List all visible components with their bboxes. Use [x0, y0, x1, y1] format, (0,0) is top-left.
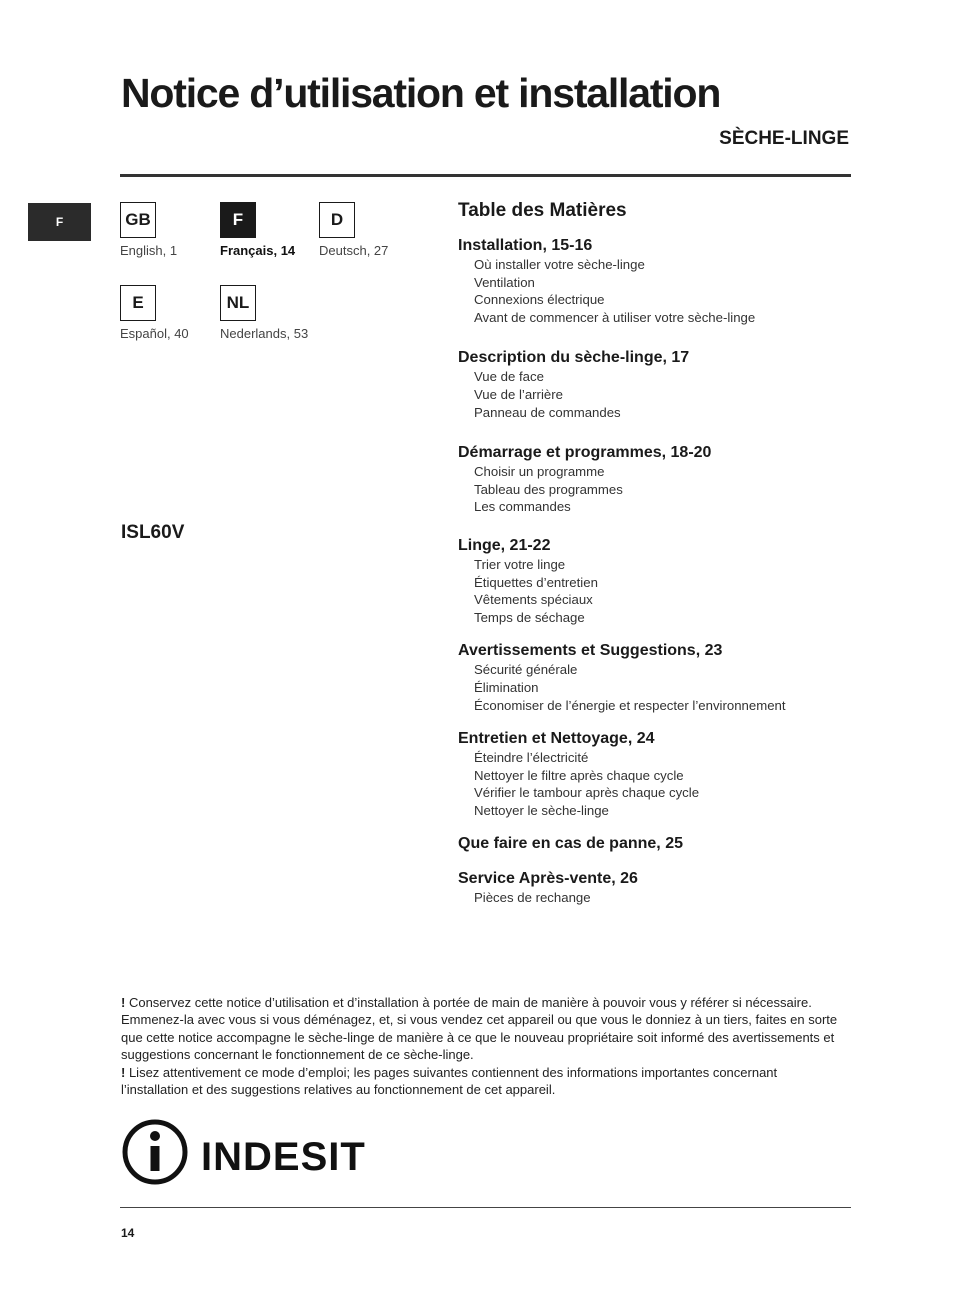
- note-text: Lisez attentivement ce mode d’emploi; les pages suivantes contiennent des informations importantes concernant l’installation et des suggestions relatives au fonctionnement de cet appareil.: [121, 1064, 778, 1098]
- indesit-logo-icon: [121, 1118, 376, 1188]
- language-side-tab: F: [28, 203, 91, 241]
- warning-mark: !: [121, 995, 126, 1010]
- page-title: Notice d’utilisation et installation: [121, 70, 721, 116]
- toc-item[interactable]: Vue de l’arrière: [474, 386, 563, 402]
- toc-section-service: [458, 869, 858, 907]
- toc-heading[interactable]: Linge, 21-22: [458, 536, 551, 554]
- toc-item[interactable]: Tableau des programmes: [474, 481, 623, 497]
- page-number: 14: [121, 1226, 135, 1240]
- toc-item[interactable]: Vue de face: [474, 369, 544, 385]
- toc-section-description: [458, 348, 858, 421]
- language-e[interactable]: [120, 285, 230, 341]
- language-label: Deutsch, 27: [319, 243, 389, 258]
- note-text: Conservez cette notice d’utilisation et d’installation à portée de main de manière à pouvoir vous y référer si nécessaire. Emmenez-la avec vous si vous déménagez, et, si vous vendez cet appareil ou que vous le donniez à un tiers, faites en sorte que cette notice accompagne le sèche-linge de manière à ce que le nouveau propriétaire soit informé des avertissements et suggestions concernant le fonctionnement de ce sèche-linge.: [121, 995, 838, 1063]
- toc-section-installation: [458, 236, 858, 326]
- toc-item[interactable]: Vérifier le tambour après chaque cycle: [474, 785, 700, 801]
- brand-name: INDESIT: [201, 1135, 366, 1179]
- language-label: Español, 40: [120, 326, 189, 341]
- toc-title: Table des Matières: [458, 200, 627, 221]
- product-type: SÈCHE-LINGE: [719, 128, 849, 149]
- table-of-contents: [458, 200, 858, 922]
- toc-item[interactable]: Où installer votre sèche-linge: [474, 257, 645, 272]
- model-number: ISL60V: [121, 522, 185, 543]
- language-d[interactable]: [319, 202, 429, 258]
- language-gb[interactable]: [120, 202, 230, 258]
- toc-item[interactable]: Vêtements spéciaux: [474, 592, 593, 608]
- toc-section-demarrage: [458, 443, 858, 516]
- toc-item[interactable]: Panneau de commandes: [474, 404, 621, 420]
- toc-section-entretien: [458, 729, 858, 819]
- toc-item[interactable]: Temps de séchage: [474, 609, 585, 625]
- language-code-box: NL: [220, 285, 256, 321]
- toc-heading[interactable]: Description du sèche-linge, 17: [458, 349, 690, 367]
- note-2: [121, 1064, 846, 1099]
- language-label: Français, 14: [220, 243, 296, 258]
- language-label: Nederlands, 53: [220, 326, 309, 341]
- toc-heading[interactable]: Entretien et Nettoyage, 24: [458, 730, 655, 748]
- bottom-divider: [120, 1207, 851, 1208]
- toc-item[interactable]: Choisir un programme: [474, 464, 605, 480]
- toc-item[interactable]: Ventilation: [474, 274, 535, 290]
- toc-item[interactable]: Nettoyer le sèche-linge: [474, 802, 609, 818]
- toc-item[interactable]: Connexions électrique: [474, 292, 605, 308]
- language-code-box: E: [120, 285, 156, 321]
- toc-item[interactable]: Élimination: [474, 679, 539, 695]
- toc-item[interactable]: Les commandes: [474, 499, 571, 515]
- language-nl[interactable]: [220, 285, 330, 341]
- toc-item[interactable]: Sécurité générale: [474, 662, 578, 678]
- language-code-box: F: [220, 202, 256, 238]
- toc-item[interactable]: Trier votre linge: [474, 556, 566, 572]
- indesit-logo: [121, 1118, 376, 1188]
- warning-mark: !: [121, 1064, 126, 1080]
- toc-section-linge: [458, 536, 858, 626]
- note-1: [121, 994, 846, 1064]
- language-code-box: GB: [120, 202, 156, 238]
- toc-item[interactable]: Économiser de l’énergie et respecter l’environnement: [474, 697, 786, 713]
- language-f[interactable]: [220, 202, 330, 258]
- top-divider: [120, 174, 851, 177]
- toc-section-panne: [458, 834, 858, 854]
- toc-item[interactable]: Éteindre l’électricité: [474, 750, 589, 766]
- language-label: English, 1: [120, 243, 178, 258]
- toc-heading[interactable]: Avertissements et Suggestions, 23: [458, 642, 723, 660]
- toc-heading[interactable]: Démarrage et programmes, 18-20: [458, 444, 712, 462]
- toc-heading[interactable]: Service Après-vente, 26: [458, 870, 638, 888]
- toc-item[interactable]: Étiquettes d’entretien: [474, 574, 598, 590]
- toc-item[interactable]: Avant de commencer à utiliser votre sèche-linge: [474, 309, 756, 325]
- toc-section-avertissements: [458, 641, 858, 714]
- language-code-box: D: [319, 202, 355, 238]
- toc-item[interactable]: Pièces de rechange: [474, 890, 591, 906]
- toc-item[interactable]: Nettoyer le filtre après chaque cycle: [474, 767, 684, 783]
- toc-heading[interactable]: Que faire en cas de panne, 25: [458, 835, 683, 853]
- usage-notes: [121, 994, 846, 1098]
- toc-heading[interactable]: Installation, 15-16: [458, 237, 593, 254]
